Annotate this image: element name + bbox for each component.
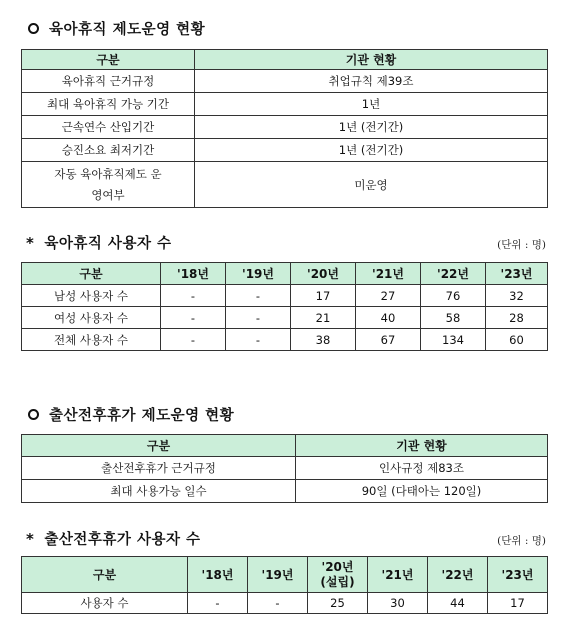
maternity-leave-users-table: [21, 556, 548, 614]
cell: 21: [291, 307, 356, 329]
header-year: '21년: [356, 263, 421, 285]
cell: -: [226, 285, 291, 307]
header-year: '22년: [428, 557, 488, 593]
row-value: 1년: [195, 93, 548, 116]
header-year: '18년: [188, 557, 248, 593]
circle-bullet-icon: [28, 409, 39, 420]
section-heading-childcare-leave-system: [26, 18, 205, 39]
cell: 44: [428, 593, 488, 614]
header-category: 구분: [22, 435, 296, 457]
header-year: '23년: [488, 557, 548, 593]
header-category: 구분: [22, 557, 188, 593]
header-status: 기관 현황: [195, 50, 548, 70]
header-year-established: '20년 (설립): [308, 557, 368, 593]
row-label: 사용자 수: [22, 593, 188, 614]
cell: -: [161, 329, 226, 351]
cell: 27: [356, 285, 421, 307]
table-row: [22, 329, 548, 351]
asterisk-bullet-icon: *: [26, 530, 35, 548]
cell: -: [161, 307, 226, 329]
row-label: 전체 사용자 수: [22, 329, 161, 351]
cell: 28: [486, 307, 548, 329]
section-heading-maternity-leave-system: [26, 404, 234, 425]
header-year: '20년: [291, 263, 356, 285]
cell: 40: [356, 307, 421, 329]
row-label: 최대 사용가능 일수: [22, 480, 296, 503]
row-label: 육아휴직 근거규정: [22, 70, 195, 93]
row-value: 미운영: [195, 162, 548, 208]
childcare-leave-users-table: [21, 262, 548, 351]
row-value: 1년 (전기간): [195, 116, 548, 139]
section-title: 출산전후휴가 사용자 수: [44, 532, 201, 548]
cell: 38: [291, 329, 356, 351]
row-label: 자동 육아휴직제도 운영여부: [22, 162, 195, 208]
header-year: '19년: [248, 557, 308, 593]
section-title: 육아휴직 제도운영 현황: [49, 22, 206, 38]
cell: -: [226, 307, 291, 329]
row-label: 근속연수 산입기간: [22, 116, 195, 139]
row-value: 취업규칙 제39조: [195, 70, 548, 93]
cell: 30: [368, 593, 428, 614]
section-heading-maternity-leave-users: [26, 528, 201, 549]
table-row: [22, 307, 548, 329]
header-year: '23년: [486, 263, 548, 285]
table-row: [22, 285, 548, 307]
cell: 25: [308, 593, 368, 614]
cell: -: [161, 285, 226, 307]
asterisk-bullet-icon: *: [26, 234, 35, 252]
cell: 17: [291, 285, 356, 307]
header-category: 구분: [22, 50, 195, 70]
header-status: 기관 현황: [296, 435, 548, 457]
header-category: 구분: [22, 263, 161, 285]
row-label: 남성 사용자 수: [22, 285, 161, 307]
unit-label: (단위 : 명): [497, 535, 546, 547]
maternity-leave-system-table: [21, 434, 548, 503]
cell: 32: [486, 285, 548, 307]
cell: -: [226, 329, 291, 351]
header-year: '18년: [161, 263, 226, 285]
row-label: 최대 육아휴직 가능 기간: [22, 93, 195, 116]
cell: -: [188, 593, 248, 614]
cell: 17: [488, 593, 548, 614]
cell: -: [248, 593, 308, 614]
cell: 76: [421, 285, 486, 307]
section-title: 출산전후휴가 제도운영 현황: [49, 408, 235, 424]
row-label: 승진소요 최저기간: [22, 139, 195, 162]
row-value: 1년 (전기간): [195, 139, 548, 162]
section-heading-childcare-leave-users: [26, 232, 172, 253]
cell: 67: [356, 329, 421, 351]
row-value: 90일 (다태아는 120일): [296, 480, 548, 503]
row-label: 여성 사용자 수: [22, 307, 161, 329]
row-label: 출산전후휴가 근거규정: [22, 457, 296, 480]
section-title: 육아휴직 사용자 수: [44, 236, 172, 252]
header-year: '22년: [421, 263, 486, 285]
cell: 60: [486, 329, 548, 351]
table-row: [22, 593, 548, 614]
cell: 58: [421, 307, 486, 329]
row-value: 인사규정 제83조: [296, 457, 548, 480]
unit-label: (단위 : 명): [497, 239, 546, 251]
circle-bullet-icon: [28, 23, 39, 34]
header-year: '19년: [226, 263, 291, 285]
header-year: '21년: [368, 557, 428, 593]
cell: 134: [421, 329, 486, 351]
childcare-leave-system-table: [21, 49, 548, 208]
